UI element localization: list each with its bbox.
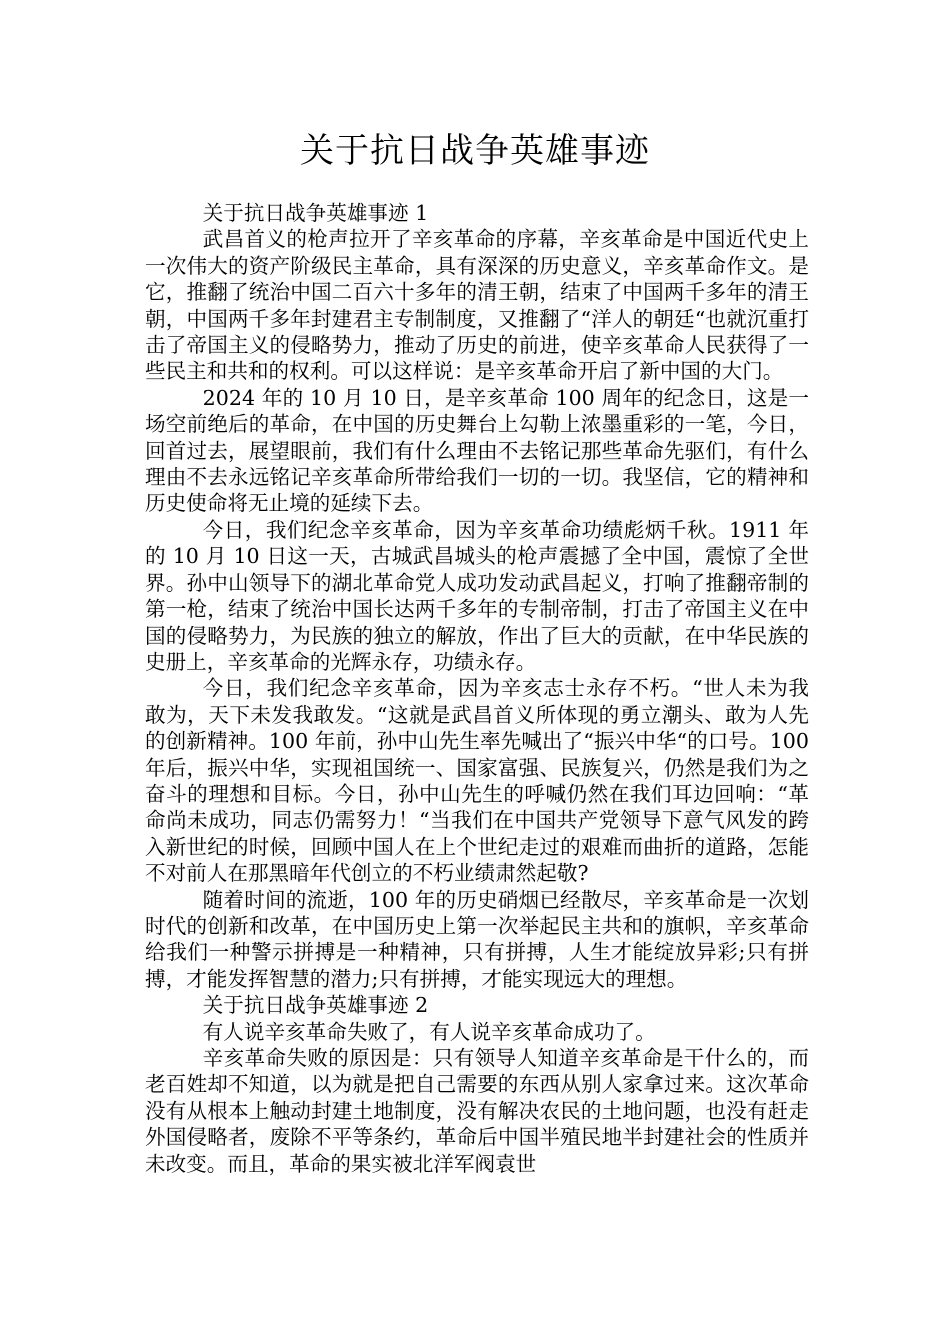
paragraph: 武昌首义的枪声拉开了辛亥革命的序幕，辛亥革命是中国近代史上一次伟大的资产阶级民主革命，具有深深的历史意义，辛亥革命作文。是它，推翻了统治中国二百六十多年的清王朝，结束了中国两千多年的清王朝，中国两千多年封建君主专制制度，又推翻了“洋人的朝廷“也就沉重打击了帝国主义的侵略势力，推动了历史的前进，使辛亥革命人民获得了一些民主和共和的权利。可以这样说：是辛亥革命开启了新中国的大门。 — [145, 227, 809, 384]
paragraph: 今日，我们纪念辛亥革命，因为辛亥革命功绩彪炳千秋。1911 年的 10 月 10 日这一天，古城武昌城头的枪声震撼了全中国，震惊了全世界。孙中山领导下的湖北革命党人成功发动武昌起义，打响了推翻帝制的第一枪，结束了统治中国长达两千多年的专制帝制，打击了帝国主义在中国的侵略势力，为民族的独立的解放，作出了巨大的贡献，在中华民族的史册上，辛亥革命的光辉永存，功绩永存。 — [145, 517, 809, 674]
paragraph: 辛亥革命失败的原因是：只有领导人知道辛亥革命是干什么的，而老百姓却不知道，以为就是把自己需要的东西从别人家拿过来。这次革命没有从根本上触动封建土地制度，没有解决农民的土地问题，也没有赶走外国侵略者，废除不平等条约，革命后中国半殖民地半封建社会的性质并未改变。而且，革命的果实被北洋军阀袁世 — [145, 1046, 809, 1176]
document-title: 关于抗日战争英雄事迹 — [300, 131, 650, 171]
document-body — [145, 200, 809, 1177]
section-heading-1: 关于抗日战争英雄事迹 1 — [202, 201, 429, 225]
paragraph: 随着时间的流逝，100 年的历史硝烟已经散尽，辛亥革命是一次划时代的创新和改革，在中国历史上第一次举起民主共和的旗帜，辛亥革命给我们一种警示拼搏是一种精神，只有拼搏，人生才能绽放异彩;只有拼搏，才能发挥智慧的潜力;只有拼搏，才能实现远大的理想。 — [145, 887, 809, 991]
paragraph: 2024 年的 10 月 10 日，是辛亥革命 100 周年的纪念日，这是一场空前绝后的革命，在中国的历史舞台上勾勒上浓墨重彩的一笔，今日，回首过去，展望眼前，我们有什么理由不去铭记那些革命先驱们，有什么理由不去永远铭记辛亥革命所带给我们一切的一切。我坚信，它的精神和历史使命将无止境的延续下去。 — [145, 385, 809, 516]
paragraph: 今日，我们纪念辛亥革命，因为辛亥志士永存不朽。“世人未为我敢为，天下未发我敢发。“这就是武昌首义所体现的勇立潮头、敢为人先的创新精神。100 年前，孙中山先生率先喊出了“振兴中华“的口号。100 年后，振兴中华，实现祖国统一、国家富强、民族复兴，仍然是我们为之奋斗的理想和目标。今日，孙中山先生的呼喊仍然在我们耳边回响：“革命尚未成功，同志仍需努力！“当我们在中国共产党领导下意气风发的跨入新世纪的时候，回顾中国人在上个世纪走过的艰难而曲折的道路，怎能不对前人在那黑暗年代创立的不朽业绩肃然起敬? — [145, 676, 809, 886]
section-heading-2: 关于抗日战争英雄事迹 2 — [202, 993, 429, 1018]
paragraph: 有人说辛亥革命失败了，有人说辛亥革命成功了。 — [202, 1019, 656, 1044]
